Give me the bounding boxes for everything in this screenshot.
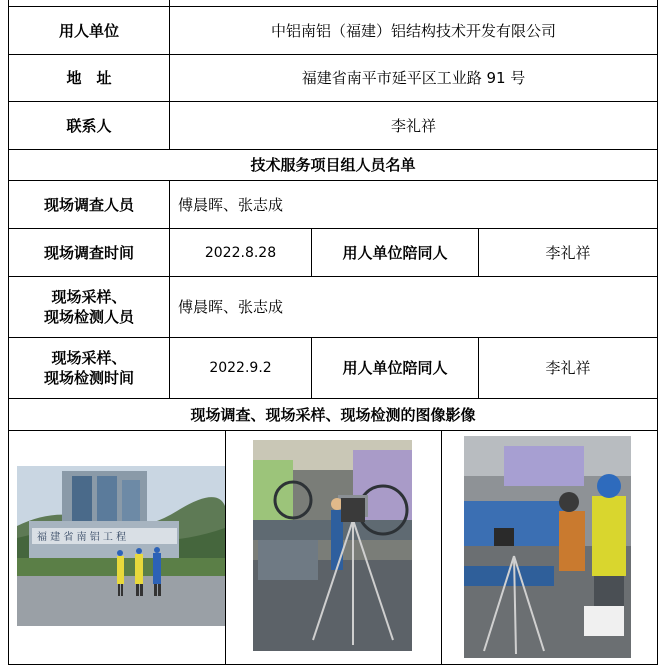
svg-text:福 建 省 南 铝 工 程: 福 建 省 南 铝 工 程: [37, 532, 127, 543]
address-value: 福建省南平市延平区工业路 91 号: [301, 69, 526, 87]
table-rule: [8, 430, 658, 431]
sampling-staff-label-line1: 现场采样、: [51, 288, 127, 306]
field-sampling-photo: [253, 440, 412, 651]
survey-companion-value: 李礼祥: [545, 243, 591, 262]
team-section-header: 技术服务项目组人员名单: [250, 156, 416, 174]
sampling-staff-label-line2: 现场检测人员: [43, 308, 134, 326]
survey-time-value: 2022.8.28: [204, 244, 277, 261]
survey-staff-value: 傅晨晖、张志成: [178, 195, 284, 214]
unit-label: 用人单位: [58, 21, 119, 40]
sampling-staff-value: 傅晨晖、张志成: [178, 298, 284, 316]
table-rule: [225, 430, 226, 665]
table-rule: [8, 664, 658, 665]
survey-time-label: 现场调查时间: [43, 243, 134, 262]
table-rule: [657, 0, 658, 665]
sampling-time-label-line2: 现场检测时间: [43, 369, 134, 387]
sampling-companion-value: 李礼祥: [545, 359, 591, 377]
contact-label: 联系人: [66, 116, 112, 135]
sampling-time-label: [9, 338, 169, 398]
sampling-time-label-line1: 现场采样、: [51, 349, 127, 367]
unit-value: 中铝南铝（福建）铝结构技术开发有限公司: [270, 21, 556, 40]
survey-companion-label: 用人单位陪同人: [342, 243, 448, 262]
images-section-header: 现场调查、现场采样、现场检测的图像影像: [190, 405, 476, 424]
sampling-companion-label: 用人单位陪同人: [342, 359, 448, 377]
sampling-staff-label: [9, 277, 169, 337]
survey-staff-label: 现场调查人员: [43, 195, 134, 214]
address-label: 地 址: [66, 69, 112, 87]
field-detection-photo: [464, 436, 631, 658]
sampling-time-value: 2022.9.2: [209, 360, 272, 376]
contact-value: 李礼祥: [390, 116, 436, 135]
site-survey-photo: [17, 466, 225, 626]
table-rule: [441, 430, 442, 665]
